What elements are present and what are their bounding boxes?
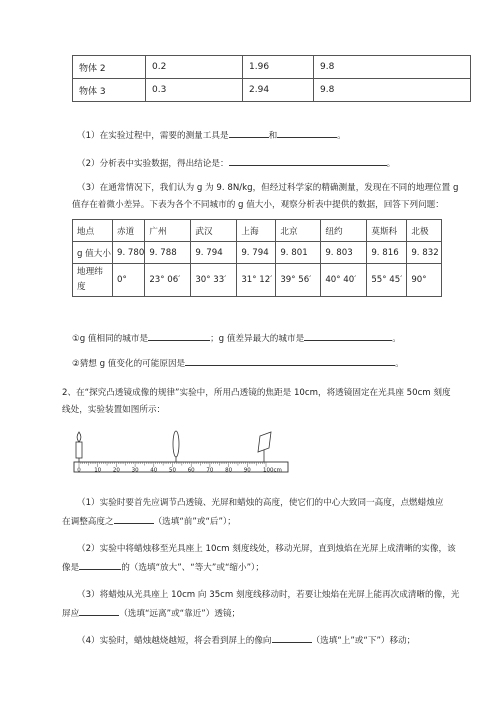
q1-item3-line2: 值存在着微小差异。下表为各个不同城市的 g 值大小，观察分析表中提供的数据，回答下列问题： (72, 200, 444, 210)
question-text: ；g 值差异最大的城市是 (210, 334, 305, 344)
table-cell: 9. 832 (407, 242, 442, 264)
table-cell: 9.8 (314, 56, 471, 79)
q2-item4 (77, 632, 415, 651)
question-text: 。 (395, 359, 404, 369)
table-cell: 9. 803 (321, 242, 367, 264)
convex-lens (173, 431, 179, 462)
answer-blank[interactable] (185, 356, 395, 366)
table-header-cell: 北极 (407, 220, 442, 242)
answer-blank[interactable] (148, 331, 210, 341)
table-row (73, 264, 442, 297)
table-cell: 9. 794 (237, 242, 276, 264)
q2-item1-line2 (62, 513, 236, 532)
bench-tick-label: 40 (150, 467, 158, 474)
bench-tick-label: 60 (187, 467, 195, 474)
table-cell: 0.3 (146, 79, 243, 102)
table-header-row (73, 220, 442, 242)
bench-tick-label: 90 (243, 467, 251, 474)
table-header-cell: 上海 (237, 220, 276, 242)
table-cell: 40° 40′ (321, 264, 367, 297)
q2-item2-line2 (62, 559, 264, 578)
table-cell: 0.2 (146, 56, 243, 79)
bench-tick-label: 0 (77, 467, 81, 474)
question-text: （2）分析表中实验数据，得出结论是： (77, 159, 229, 169)
bench-tick-label: 20 (112, 467, 120, 474)
table-cell: 39° 56′ (276, 264, 321, 297)
table-cell: 31° 12′ (237, 264, 276, 297)
cell-line: 地理纬 (77, 267, 103, 277)
question-text: ①g 值相同的城市是 (72, 334, 149, 344)
q1-sub1 (72, 331, 401, 345)
answer-blank[interactable] (114, 514, 154, 524)
table-cell: 9. 794 (191, 242, 237, 264)
g-value-table (72, 219, 442, 297)
answer-blank[interactable] (79, 606, 119, 616)
q2-item3-line1: （3）将蜡烛从光具座上 10cm 向 35cm 刻度线移动时，若要让烛焰在光屏上能再次成清晰的像，光 (77, 590, 460, 600)
question-text: 的（选填“放大”、“等大”或“缩小”）； (121, 563, 264, 573)
answer-blank[interactable] (79, 560, 121, 570)
q1-sub2 (72, 356, 404, 370)
table-header-cell: 北京 (276, 220, 321, 242)
answer-blank[interactable] (277, 128, 337, 138)
table-cell: 物体 2 (73, 56, 146, 79)
question-text: （选填“远离”或“靠近”）透镜； (119, 609, 241, 619)
question-text: 在调整高度之 (62, 517, 114, 527)
q2-item3-line2 (62, 605, 240, 624)
question-text: 屏应 (62, 609, 80, 619)
bench-rail (74, 462, 288, 472)
question-text: ②猜想 g 值变化的可能原因是 (72, 359, 186, 369)
table-cell: 9.8 (314, 79, 471, 102)
table-cell: 30° 33′ (191, 264, 237, 297)
optical-bench-figure (70, 428, 292, 476)
bench-tick-label: 10 (94, 467, 102, 474)
answer-blank[interactable] (229, 128, 269, 138)
q2-item1-line1: （1）实验时要首先应调节凸透镜、光屏和蜡烛的高度，使它们的中心大致同一高度，点燃蜡烛应 (77, 498, 444, 508)
weight-table (72, 55, 471, 102)
question-text: 。 (392, 334, 401, 344)
question-text: （选填“上”或“下”）移动； (311, 636, 416, 646)
answer-blank[interactable] (229, 156, 387, 166)
question-text: （选填“前”或“后”）； (153, 517, 236, 527)
table-cell: 55° 45′ (367, 264, 407, 297)
table-cell: 1.96 (243, 56, 314, 79)
table-cell (73, 264, 113, 297)
table-cell: 0° (113, 264, 145, 297)
table-cell: 9. 780 (113, 242, 145, 264)
table-cell: 9. 816 (367, 242, 407, 264)
table-cell: 23° 06′ (145, 264, 191, 297)
bench-tick-label: 70 (206, 467, 214, 474)
table-cell: 9. 788 (145, 242, 191, 264)
table-cell: 9. 801 (276, 242, 321, 264)
question-text: 。 (337, 131, 346, 141)
question-text: 。 (386, 159, 396, 169)
candle (76, 432, 82, 462)
q1-item1 (77, 128, 346, 142)
question-text: 像是 (62, 563, 80, 573)
table-header-cell: 莫斯科 (367, 220, 407, 242)
answer-blank[interactable] (304, 331, 392, 341)
table-row (73, 242, 442, 264)
table-header-cell: 地点 (73, 220, 113, 242)
q1-item3-line1: （3）在通常情况下，我们认为 g 为 9. 8N/kg，但经过科学家的精确测量，发现在不同的地理位置 g (77, 183, 459, 193)
table-header-cell: 广州 (145, 220, 191, 242)
question-text: 和 (268, 131, 278, 141)
table-cell: 物体 3 (73, 79, 146, 102)
table-row (73, 56, 471, 79)
q2-intro-line1: 2、在“探究凸透镜成像的规律”实验中，所用凸透镜的焦距是 10cm，将透镜固定在光具座 50cm 刻度 (62, 388, 451, 398)
table-cell: 2.94 (243, 79, 314, 102)
table-header-cell: 赤道 (113, 220, 145, 242)
bench-tick-label: 50 (169, 467, 176, 474)
table-cell: 90° (407, 264, 442, 297)
q2-intro-line2: 线处，实验装置如图所示： (62, 405, 166, 415)
answer-blank[interactable] (272, 633, 312, 643)
table-cell: g 值大小 (73, 242, 113, 264)
bench-tick-label: 100cm (263, 467, 282, 474)
light-screen (258, 432, 271, 462)
table-header-cell: 纽约 (321, 220, 367, 242)
bench-tick-label: 30 (131, 467, 139, 474)
q1-item2 (77, 156, 395, 170)
table-header-cell: 武汉 (191, 220, 237, 242)
q2-item2-line1: （2）实验中将蜡烛移至光具座上 10cm 刻度线处，移动光屏，直到烛焰在光屏上成清晰的实像，该 (77, 544, 456, 554)
bench-tick-label: 80 (225, 467, 233, 474)
table-row (73, 79, 471, 102)
question-text: （1）在实验过程中，需要的测量工具是 (77, 131, 229, 141)
cell-line: 度 (77, 282, 86, 292)
question-text: （4）实验时，蜡烛越烧越短，将会看到屏上的像向 (77, 636, 272, 646)
